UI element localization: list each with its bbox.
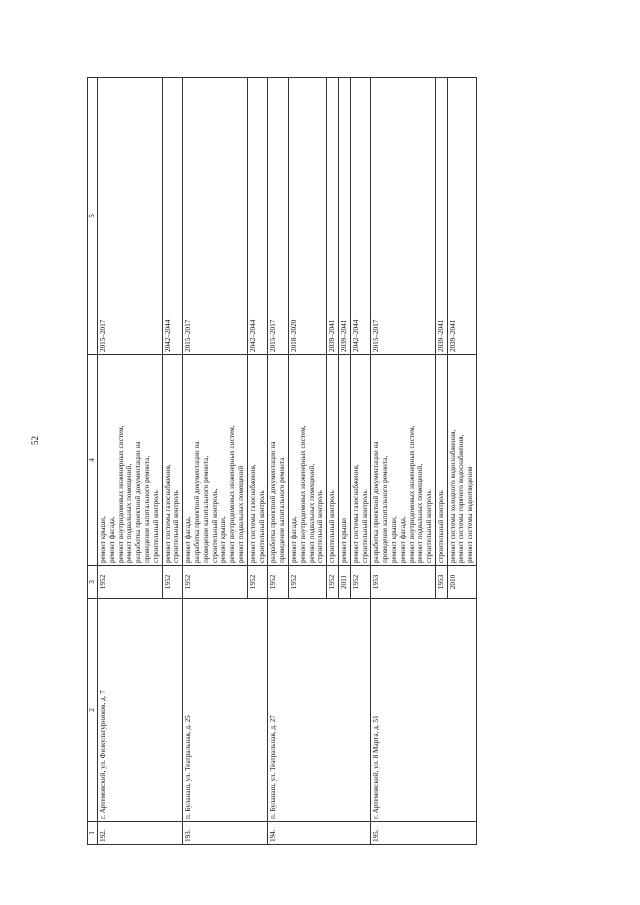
year-cell: 1952 — [268, 566, 289, 599]
table-row — [98, 78, 163, 845]
work-item: ремонт подвальных помещений — [236, 465, 245, 563]
work-item: ремонт фасада, — [107, 516, 116, 563]
work-item: ремонт системы водоотведения — [466, 466, 475, 563]
work-item: проведение капитального ремонта, — [381, 455, 390, 563]
period-cell: 2018–2020 — [288, 78, 326, 355]
period-cell: 2039–2041 — [447, 78, 476, 355]
year-cell: 1952 — [247, 566, 268, 599]
table-body — [98, 78, 477, 845]
period-cell: 2015–2017 — [183, 78, 248, 355]
year-cell: 1952 — [183, 566, 248, 599]
works-cell — [350, 355, 371, 566]
work-item: разработка проектной документации на — [134, 441, 143, 563]
work-item: строительный контроль — [425, 490, 434, 563]
work-item: ремонт внутридомовых инженерных систем, — [298, 425, 307, 563]
period-cell: 2015–2017 — [98, 78, 163, 355]
header-col-4: 4 — [88, 355, 98, 566]
table-row — [268, 78, 289, 845]
work-item: ремонт внутридомовых инженерных систем, — [116, 425, 125, 563]
page-number: 52 — [30, 436, 40, 445]
work-item: ремонт внутридомовых инженерных систем, — [407, 425, 416, 563]
work-item: строительный контроль — [360, 490, 369, 563]
works-cell — [98, 355, 163, 566]
work-item: разработка проектной документации на — [192, 441, 201, 563]
work-item: ремонт фасада, — [184, 516, 193, 563]
work-item: разработка проектной документации на — [372, 441, 381, 563]
works-cell — [327, 355, 339, 566]
work-item: проведение капитального ремонта, — [201, 455, 210, 563]
work-item: ремонт подвальных помещений, — [416, 463, 425, 563]
work-item: ремонт внутридомовых инженерных систем, — [228, 425, 237, 563]
header-row — [88, 78, 98, 845]
work-item: ремонт фасада, — [289, 516, 298, 563]
work-item: ремонт системы холодного водоснабжения, — [448, 429, 457, 563]
document-sheet — [87, 85, 587, 845]
row-number: 194. — [268, 822, 371, 845]
period-cell: 2015–2017 — [371, 78, 436, 355]
work-item: ремонт системы газоснабжения, — [351, 464, 360, 563]
work-item: строительный контроль — [316, 490, 325, 563]
period-cell: 2039–2041 — [435, 78, 447, 355]
header-col-3: 3 — [88, 566, 98, 599]
building-address: г. Артемовский, ул. Физкультурников, д. 7 — [98, 599, 183, 822]
year-cell: 1952 — [350, 566, 371, 599]
row-number: 193. — [183, 822, 268, 845]
work-item: разработка проектной документации на — [269, 441, 278, 563]
header-col-5: 5 — [88, 78, 98, 355]
work-item: ремонт крыши, — [99, 516, 107, 563]
work-item: ремонт системы горячего водоснабжения, — [457, 434, 466, 563]
year-cell: 1952 — [98, 566, 163, 599]
row-number: 192. — [98, 822, 183, 845]
works-cell — [268, 355, 289, 566]
period-cell: 2015–2017 — [268, 78, 289, 355]
work-item: ремонт крыши, — [389, 516, 398, 563]
year-cell: 1953 — [371, 566, 436, 599]
work-item: ремонт крыши — [339, 517, 348, 563]
period-cell: 2042–2044 — [247, 78, 268, 355]
work-item: строительный контроль, — [210, 488, 219, 563]
period-cell: 2042–2044 — [162, 78, 183, 355]
building-address: п. Буланаш, ул. Театральная, д. 25 — [183, 599, 268, 822]
works-cell — [447, 355, 476, 566]
work-item: ремонт крыши, — [219, 516, 228, 563]
works-cell — [162, 355, 183, 566]
table-row — [183, 78, 248, 845]
work-item: строительный контроль — [172, 490, 181, 563]
work-item: строительный контроль — [328, 490, 337, 563]
period-cell: 2039–2041 — [338, 78, 350, 355]
year-cell: 1953 — [435, 566, 447, 599]
works-cell — [247, 355, 268, 566]
work-item: ремонт подвальных помещений, — [125, 463, 134, 563]
year-cell: 1952 — [288, 566, 326, 599]
works-cell — [371, 355, 436, 566]
works-cell — [183, 355, 248, 566]
building-address: п. Буланаш, ул. Театральная, д. 27 — [268, 599, 371, 822]
works-cell — [338, 355, 350, 566]
work-item: ремонт подвальных помещений, — [307, 463, 316, 563]
work-item: строительный контроль — [257, 490, 266, 563]
year-cell: 2010 — [447, 566, 476, 599]
works-cell — [435, 355, 447, 566]
year-cell: 1952 — [327, 566, 339, 599]
row-number: 195. — [371, 822, 477, 845]
work-item: строительный контроль — [151, 490, 160, 563]
building-address: г. Артемовский, ул. 8 Марта, д. 51 — [371, 599, 477, 822]
header-col-1: 1 — [88, 822, 98, 845]
table-row — [371, 78, 436, 845]
work-item: ремонт системы газоснабжения, — [163, 464, 172, 563]
work-item: проведение капитального ремонта — [278, 457, 287, 563]
work-item: ремонт системы газоснабжения, — [248, 464, 257, 563]
year-cell: 2011 — [338, 566, 350, 599]
work-item: строительный контроль — [436, 490, 445, 563]
period-cell: 2042–2044 — [350, 78, 371, 355]
year-cell: 1952 — [162, 566, 183, 599]
capital-repair-table — [87, 77, 477, 845]
work-item: проведение капитального ремонта, — [142, 455, 151, 563]
work-item: ремонт фасада, — [398, 516, 407, 563]
period-cell: 2039–2041 — [327, 78, 339, 355]
header-col-2: 2 — [88, 599, 98, 822]
works-cell — [288, 355, 326, 566]
